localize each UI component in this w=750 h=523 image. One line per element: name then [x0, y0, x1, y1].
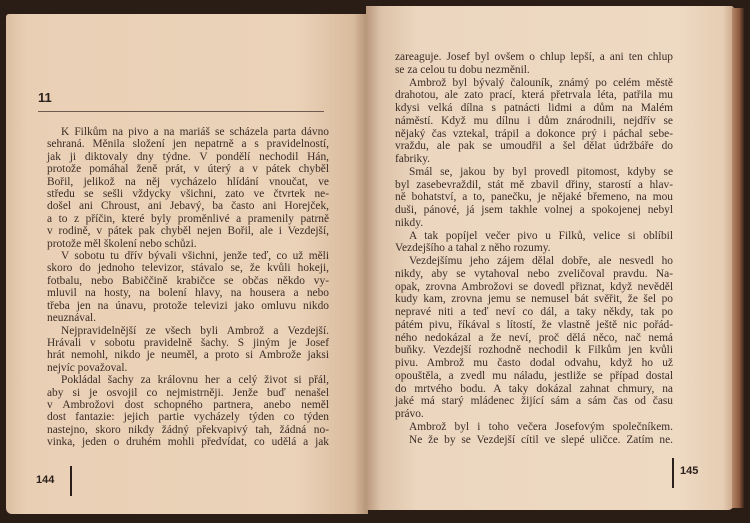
text-line: nepravé niti a teď neví co dál, a taky někdy, tak po [395, 306, 673, 318]
text-line: Nejpravidelnější ze všech byli Ambrož a Vezdejší. [61, 324, 329, 337]
text-line: K Filkům na pivo a na mariáš se scházela parta dávno [61, 126, 329, 138]
text-line: zareaguje. Josef byl ovšem o chlup lepší, a ani ten chlup [395, 51, 673, 63]
text-line: a to z příčin, které byly proměnlivé a pramenily patrně [47, 212, 329, 225]
text-line: nastejno, skoro nikdy žádný překvapivý tah, žádná no- [47, 423, 329, 436]
text-line: vraždu, ale pak se umoudřil a šel dělat údržbáře do [395, 140, 673, 153]
text-line: třeba jen na únavu, protože televizi jako omluvu nikdo [47, 299, 329, 312]
text-line: skoro do jednoho televizor, stávalo se, že kvůli hokeji, [47, 262, 329, 275]
text-line: Ambrož byl bývalý čalouník, známý po celém městě [409, 76, 673, 89]
text-line: protože pomáhal ženě prát, v úterý a v pátek chyběl [47, 163, 329, 176]
text-line: nikdy, aby se vytahoval nebo zveličoval pravdu. Na- [395, 267, 673, 280]
right-page-text [395, 51, 673, 446]
text-line: buňky. Vezdejší rozhodně nechodil k Filkům jen kvůli [395, 344, 673, 357]
page-stack-edge [732, 8, 744, 508]
chapter-rule [38, 111, 324, 112]
text-line: Ambrož byl i toho večera Josefovým společníkem. [409, 420, 673, 433]
text-line: nejvíc považoval. [47, 361, 128, 374]
text-line: Bořil, jelikož na něj vycházelo hlídání vnoučat, ve [47, 175, 329, 188]
text-line: duši, pánové, já jsem takhle volnej a spokojenej nebyl [395, 204, 673, 216]
text-line: nikdy. [395, 216, 424, 229]
text-line: kudy kam, zrovna jemu se nemusel bát svěřit, že šel po [395, 293, 673, 306]
text-line: aby si je osvojil co nejmistrněji. Jenže buď nenašel [47, 386, 329, 399]
text-line: opak, zrovna Ambrožovi se dovedl přiznat, když nevěděl [395, 280, 673, 293]
text-line: do mrtvého bodu. A taky dokázal zahnat chmury, na [395, 382, 673, 395]
text-line: jaké má starý mládenec žijící sám a sám čas od času [395, 395, 673, 408]
left-page [6, 14, 368, 514]
text-line: v rodině, v pátek pak chyběl nejen Bořil, ale i Vezdejší, [47, 225, 329, 238]
text-line: Ne že by se Vezdejší cítil ve slepé uličce. Zatím ne. [409, 433, 673, 446]
right-page [366, 6, 734, 510]
page-number-right: 145 [680, 465, 699, 477]
text-line: se za celou tu dobu nezměnil. [395, 63, 530, 76]
text-line: došel ani Chroust, ani Jebavý, ba často ani Horejček, [47, 200, 329, 213]
text-line: Pokládal šachy za královnu her a celý život si přál, [61, 374, 329, 387]
text-line: vinka, jeden o druhém mohli předvídat, co udělá a jak [47, 436, 329, 449]
text-line: mluvil na hosty, na bolení hlavy, na housera a nebo [47, 287, 329, 300]
text-line: jak ji diktovaly dny týdne. V pondělí nechodil Hán, [47, 150, 329, 163]
text-line: opouštěla, a zvedl mu náladu, jestliže se případ dostal [395, 369, 673, 382]
text-line: pátém pivu, říkával s lítostí, že vlastně ještě nic pořád- [395, 318, 673, 331]
text-line: dost fantazie: jejich partie vycházely týden co týden [47, 411, 329, 424]
text-line: Hrávali v sobotu pravidelně šachy. S jiným je Josef [47, 336, 329, 349]
text-line: protože měl školení nebo schůzi. [47, 237, 197, 250]
page-number-bar-right [672, 458, 674, 488]
text-line: ně bohatství, a to, panečku, je nějaké břemeno, na mou [395, 191, 673, 204]
text-line: Smál se, jakou by byl provedl pitomost, kdyby se [409, 165, 673, 178]
text-line: byl zasebevraždil, stát mě zbavil dřiny, starostí a hlav- [395, 178, 673, 191]
text-line: nějaký čas vztekal, trápil a dokonce prý i páchal sebe- [395, 127, 673, 140]
page-number-bar-left [70, 466, 72, 496]
text-line: kdysi velká dílna s patnácti lidmi a dům na Malém [395, 102, 673, 114]
text-line: ného nedokázal a že neví, proč dělá něco, nač nemá [395, 331, 673, 344]
text-line: náměstí. Když mu dílnu i dům znárodnili, nejdřív se [395, 114, 673, 127]
text-line: sehraná. Měnila složení jen nepatrně a s pravidelností, [47, 138, 329, 151]
text-line: fabriky. [395, 153, 430, 165]
text-line: drahotou, ale zato prací, která přetrvala léta, patřila mu [395, 89, 673, 102]
text-line: A tak popíjel večer pivo u Filků, velice si oblíbil [409, 229, 673, 242]
text-line: právo. [395, 408, 424, 420]
text-line: Vezdejšímu jeho zájem dělal dobře, ale nesvedl ho [409, 255, 673, 267]
chapter-number: 11 [38, 90, 52, 105]
text-line: v Ambrožovi dost schopného partnera, anebo neměl [47, 398, 329, 411]
left-page-text [47, 126, 329, 449]
page-number-left: 144 [36, 474, 55, 486]
text-line: fotbalu, nebo Babiččině krabičce se občas někdo vy- [47, 274, 329, 287]
text-line: neuznával. [47, 312, 97, 325]
text-line: pivu. Ambrož mu často dodal odvahu, když ho už [395, 357, 673, 369]
text-line: středu se sešli vždycky všichni, zato ve čtvrtek ne- [47, 188, 329, 201]
text-line: V sobotu tu dřív bývali všichni, jenže teď, co už měli [61, 250, 329, 263]
text-line: Vezdejšího a tahal z něho rozumy. [395, 242, 551, 255]
text-line: hrát nemohl, nikdo je neuměl, a proto si Ambrože jaksi [47, 349, 329, 362]
